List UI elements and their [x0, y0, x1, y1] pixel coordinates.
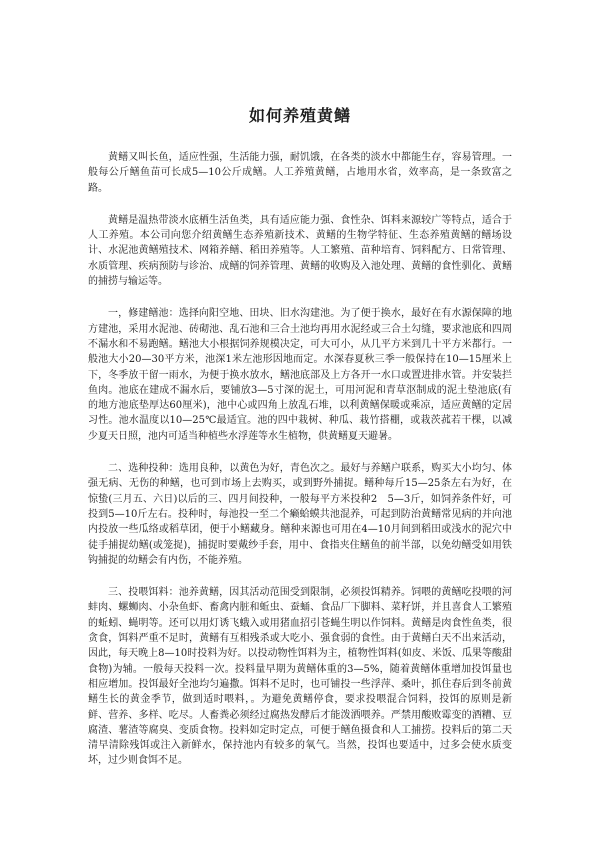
- paragraph-pond-construction: 一，修建鳝池：选择向阳空地、田块、旧水沟建池。为了便于换水，最好在有水源保障的地方建池，采用水泥池、砖砌池、乱石池和三合土池均再用水泥经或三合土勾缝，要求池底和四周不漏水和不易跑鳝。鳝池大小根据饲养规模决定，可大可小，从几平方米到几十平方米都行。一般池大小20—30平方米，池深1米左池形因地而定。水深春夏秋三季一般保持在10—15厘米上下，冬季放干留一雨水，为便于换水放水，鳝池底部及上方各开一水口或置进排水管。并安装拦鱼肉。池底在建成不漏水后，要铺放3—5寸深的泥土，可用河泥和青草沤制成的泥土垫池底(有的地方池底垫厚达60厘米)，池中心或四角上放乱石堆，以利黄鳝保暖或乘凉，适应黄鳝的定居习性。池水温度以10—25℃最适宜。池的四中栽树、种瓜、栽竹搭棚，或栽茨菰若干棵，以减少夏天日照，池内可适当种植些水浮莲等水生植物，供黄鳝夏天避暑。: [88, 308, 512, 442]
- paragraph-overview: 黄鳝是温热带淡水底栖生活鱼类，具有适应能力强、食性杂、饵料来源较广等特点，适合于人工养殖。本公司向您介绍黄鳝生态养殖新技术、黄鳝的生物学特征、生态养殖黄鳝的鳝场设计、水泥池黄鳝殖技术、网箱养鳝、稻田养殖等。人工繁殖、苗种培育、饲料配方、日常管理、水质管理、疾病预防与诊治、成鳝的饲养管理、黄鳝的收购及入池处理、黄鳝的食性驯化、黄鳝的捕捞与输运等。: [88, 214, 512, 288]
- paragraph-seed-selection: 二、选种投种：选用良种，以黄色为好，青色次之。最好与养鳝户联系，购买大小均匀、体强无病、无伤的种鳝，也可到市场上去购买，或到野外捕捉。鳝种每斤15—25条左右为好，在惊蛰(三月五、六日)以后的三、四月间投种，一般每平方米投种2 5—3斤，如饲养条件好，可投到5—10斤左右。投种时，每池投一至二个癞蛤蟆共池混养，可起到防治黄鳝常见病的并向池内投放一些瓜络或稻草团，便于小鳝藏身。鳝种来源也可用在4—10月间到稻田或浅水的泥穴中徒手捕捉幼鳝(或笼捉)，捕捉时要戴纱手套，用中、食指夹住鳝鱼的前半部，以免幼鳝受如用铁钩捕捉的幼鳝会有内伤，不能养殖。: [88, 463, 512, 566]
- paragraph-feeding: 三、投喂饵料：池养黄鳝，因其活动范围受到限制，必须投饵精养。饲喂的黄鳝吃投喂的河蚌肉、螺蛳肉、小杂鱼虾、畜禽内脏和蚯虫、蚕蛹、食品厂下脚料、菜籽饼，并且喜食人工繁殖的蚯蚓、蝇明等。还可以用灯诱飞蛾入或用猪血招引苍蝇生明以作饲料。黄鳝是肉食性鱼类，很贪食，饵料严重不足时，黄鳝有互相残杀或大吃小、强食弱的食性。由于黄鳝白天不出来活动，因此，每天晚上8—10时投料为好。以投动物性饵料为主，植物性饵料(如皮、米饭、瓜果等酸甜食物)为辅。一般每天投料一次。投料量早期为黄鳝体重的3—5%，随着黄鳝体重增加投饵量也相应增加。投饵最好全池均匀遍撒。饵料不足时，也可铺投一些浮萍、桑叶，抓住春后到冬前黄鳝生长的黄金季节，做到适时喂料，。为避免黄鳝停食，要求投喂混合饲料，投饵的原则是新鲜、营养、多样、吃尽。人畜粪必须经过腐热发酵后才能泼洒喂养。严禁用酸败霉变的酒糟、豆腐渣、薯渣等腐臭、变质食物。投料如定时定点，可便于鳝鱼摄食和人工捕捞。投料后的第二天清早清除残饵或注入新鲜水，保持池内有较多的氧气。当然，投饵也要适中，过多会使水质变坏，过少则食饵不足。: [88, 587, 512, 767]
- document-body: [88, 150, 512, 786]
- paragraph-intro: 黄鳝又叫长鱼，适应性强，生活能力强，耐饥饿，在各类的淡水中都能生存，容易管理。一般每公斤鳝鱼苗可长成5—10公斤成鳝。人工养殖黄鳝，占地用水省，效率高，是一条致富之路。: [88, 152, 512, 194]
- document-title: 如何养殖黄鳝: [248, 106, 351, 125]
